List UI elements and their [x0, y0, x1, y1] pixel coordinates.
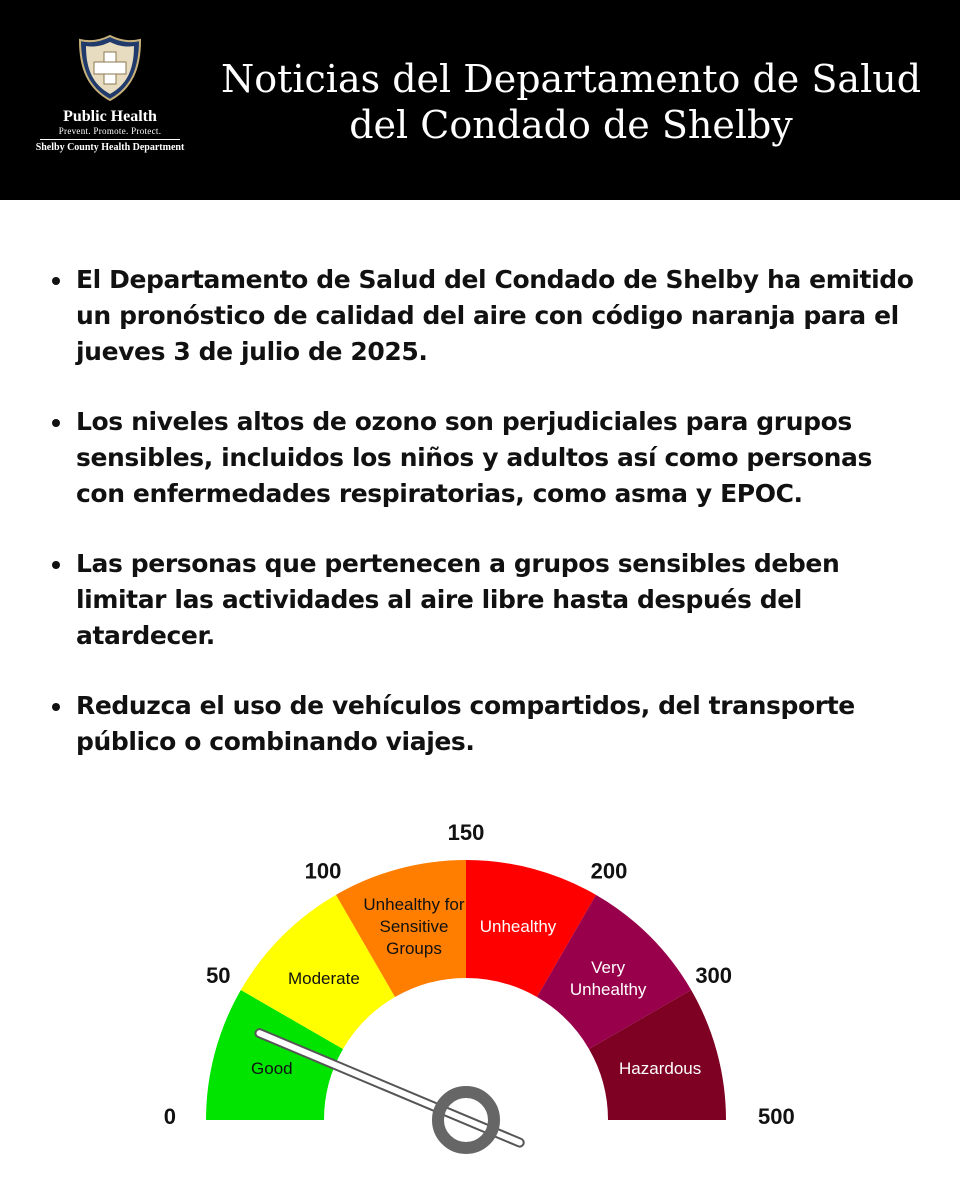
bullet-text: Los niveles altos de ozono son perjudiciales para grupos sensibles, incluidos los niños y adultos así como personas con enfermedades respiratorias, como asma y EPOC. [76, 407, 872, 508]
aqi-gauge [160, 820, 820, 1200]
page-title-line-2: del Condado de Shelby [349, 103, 793, 147]
logo-department: Shelby County Health Department [35, 142, 185, 153]
page-title-line-1: Noticias del Departamento de Salud [220, 57, 922, 101]
bullet-text: Reduzca el uso de vehículos compartidos, del transporte público o combinando viajes. [76, 691, 855, 756]
band-label: Unhealthy [479, 916, 557, 936]
page-title [200, 56, 942, 148]
bullet-text: Las personas que pertenecen a grupos sensibles deben limitar las actividades al aire libre hasta después del atardecer. [76, 549, 840, 650]
logo-name: Public Health [63, 108, 157, 125]
logo-tagline: Prevent. Promote. Protect. [40, 126, 180, 140]
tick-label: 500 [758, 1104, 795, 1129]
bullet-item [48, 546, 928, 654]
band-label: Unhealthy [569, 979, 647, 999]
band-label: Very [591, 957, 626, 977]
bullet-dot-icon [52, 703, 60, 711]
tick-label: 50 [206, 963, 231, 988]
band-label: Groups [386, 938, 442, 958]
bullet-dot-icon [52, 419, 60, 427]
bullet-item [48, 688, 928, 760]
tick-label: 300 [695, 963, 733, 988]
header-banner [0, 0, 960, 200]
tick-label: 100 [304, 858, 342, 884]
shield-cross-icon [78, 34, 142, 102]
bullet-dot-icon [52, 277, 60, 285]
aqi-gauge-graphic [160, 820, 820, 1200]
bullet-item [48, 262, 928, 370]
band-label: Unhealthy for [363, 894, 465, 914]
bullet-text: El Departamento de Salud del Condado de Shelby ha emitido un pronóstico de calidad del aire con código naranja para el jueves 3 de julio de 2025. [76, 265, 914, 366]
bullet-list [48, 262, 928, 794]
tick-label: 0 [163, 1104, 176, 1129]
tick-label: 200 [590, 858, 628, 884]
band-label: Moderate [287, 968, 360, 988]
band-label: Sensitive [379, 916, 449, 936]
bullet-item [48, 404, 928, 512]
band-label: Good [251, 1058, 293, 1078]
public-health-logo [26, 34, 194, 154]
tick-label: 150 [447, 820, 485, 845]
bullet-dot-icon [52, 561, 60, 569]
band-label: Hazardous [619, 1058, 702, 1078]
